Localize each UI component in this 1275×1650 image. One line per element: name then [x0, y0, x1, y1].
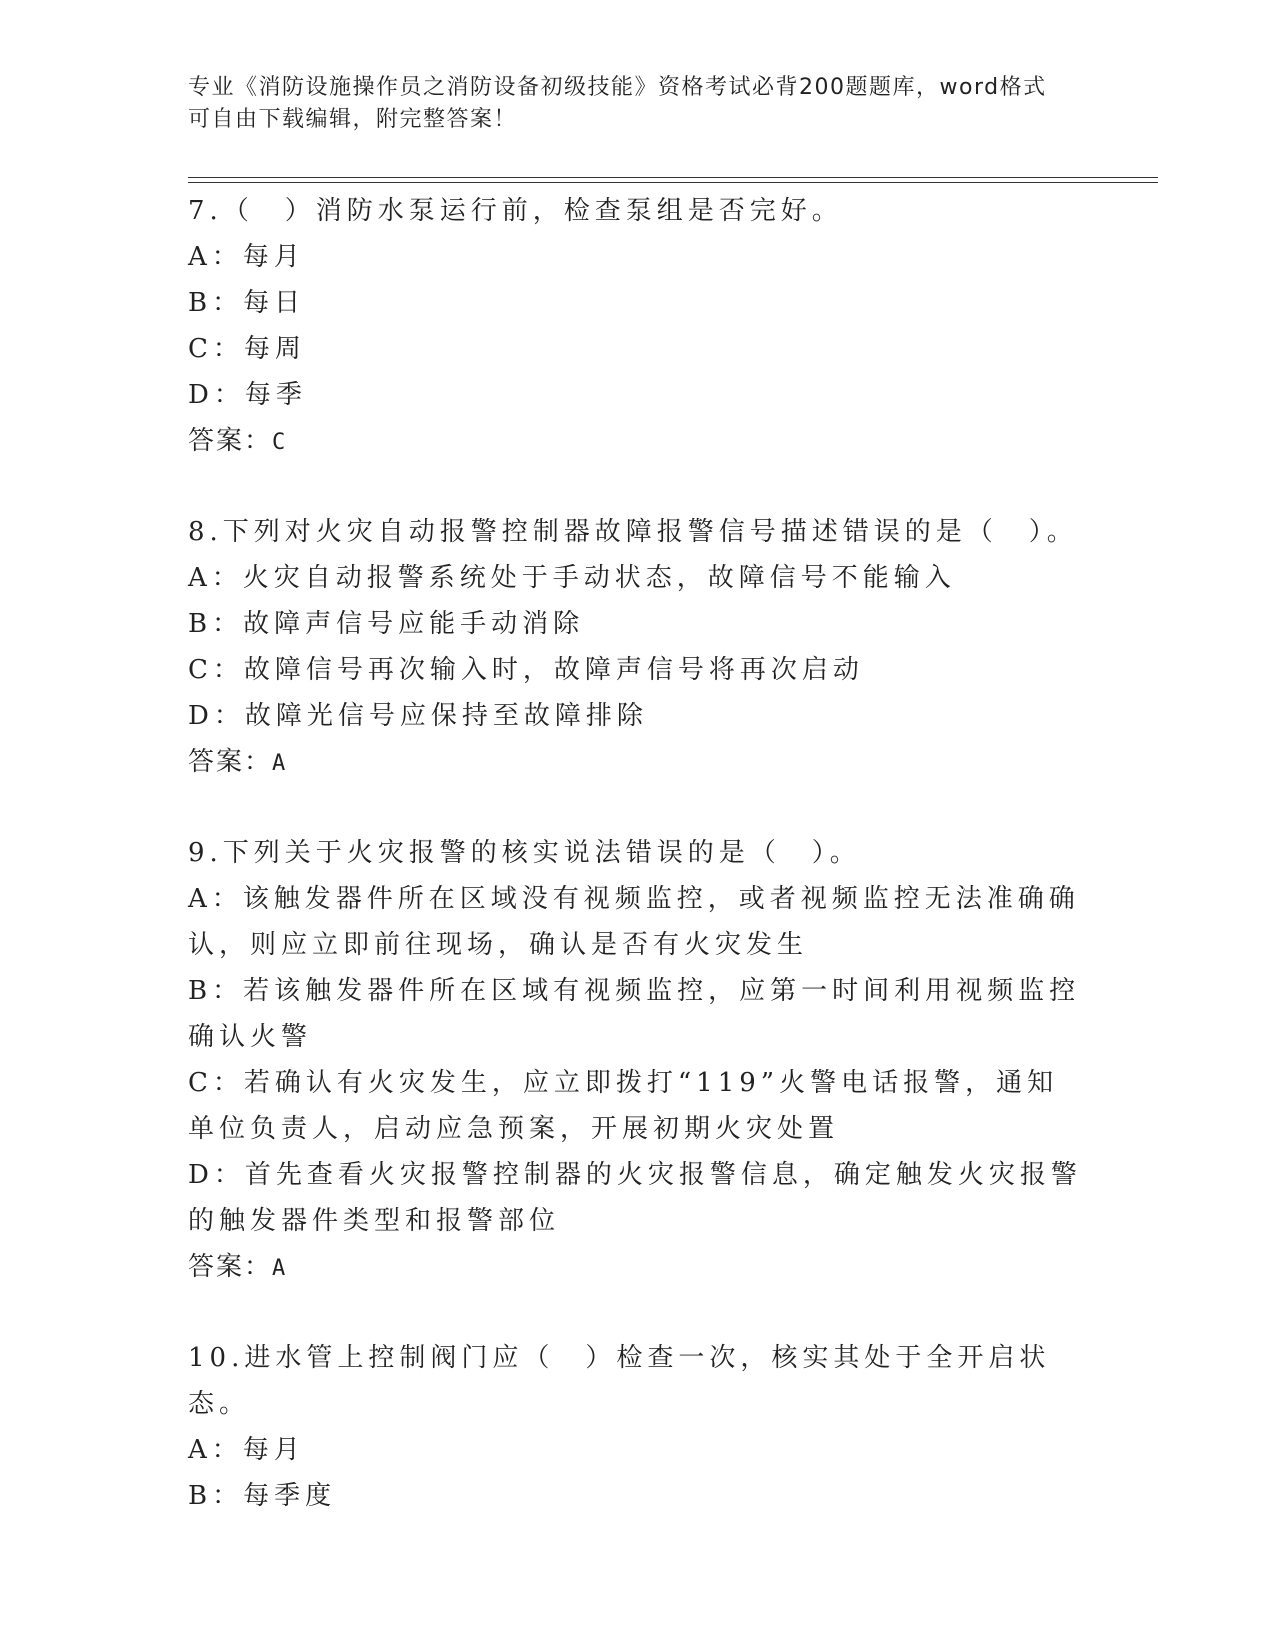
answer-label: 答案： — [188, 426, 273, 456]
header-rule-bottom — [188, 182, 1158, 183]
question-stem: 7.（ ）消防水泵运行前，检查泵组是否完好。 — [188, 196, 843, 226]
option-a: A：每月 — [188, 1435, 305, 1465]
question-10 — [188, 1335, 1088, 1519]
option-a: A：每月 — [188, 242, 305, 272]
option-d: D：每季 — [188, 380, 307, 410]
header-rule-top — [188, 177, 1158, 178]
option-c: C：若确认有火灾发生，应立即拨打“119”火警电话报警，通知单位负责人，启动应急预案，开展初期火灾处置 — [188, 1068, 1059, 1144]
option-c: C：故障信号再次输入时，故障声信号将再次启动 — [188, 655, 864, 685]
option-c: C：每周 — [188, 334, 306, 364]
question-stem: 9.下列关于火灾报警的核实说法错误的是（ ）。 — [188, 838, 861, 868]
option-d: D：首先查看火灾报警控制器的火灾报警信息，确定触发火灾报警的触发器件类型和报警部位 — [188, 1160, 1082, 1236]
question-8 — [188, 509, 1088, 787]
answer-value: A — [272, 751, 288, 776]
answer-line — [188, 739, 1088, 787]
answer-label: 答案： — [188, 1252, 273, 1282]
option-b: B：故障声信号应能手动消除 — [188, 609, 585, 639]
option-a: A：火灾自动报警系统处于手动状态，故障信号不能输入 — [188, 563, 956, 593]
question-7 — [188, 188, 1088, 466]
option-b: B：若该触发器件所在区域有视频监控，应第一时间利用视频监控确认火警 — [188, 976, 1081, 1052]
option-b: B：每季度 — [188, 1481, 337, 1511]
question-list — [188, 188, 1088, 1519]
answer-value: C — [272, 430, 288, 455]
answer-value: A — [272, 1256, 288, 1281]
document-header: 专业《消防设施操作员之消防设备初级技能》资格考试必背200题题库，word格式可自由下载编辑，附完整答案！ — [188, 75, 1047, 132]
question-stem: 10.进水管上控制阀门应（ ）检查一次，核实其处于全开启状态。 — [188, 1343, 1051, 1419]
option-b: B：每日 — [188, 288, 306, 318]
answer-label: 答案： — [188, 747, 273, 777]
option-a: A：该触发器件所在区域没有视频监控，或者视频监控无法准确确认，则应立即前往现场，确认是否有火灾发生 — [188, 884, 1080, 960]
question-9 — [188, 830, 1088, 1292]
answer-line — [188, 418, 1088, 466]
answer-line — [188, 1244, 1088, 1292]
option-d: D：故障光信号应保持至故障排除 — [188, 701, 648, 731]
question-stem: 8.下列对火灾自动报警控制器故障报警信号描述错误的是（ ）。 — [188, 517, 1078, 547]
